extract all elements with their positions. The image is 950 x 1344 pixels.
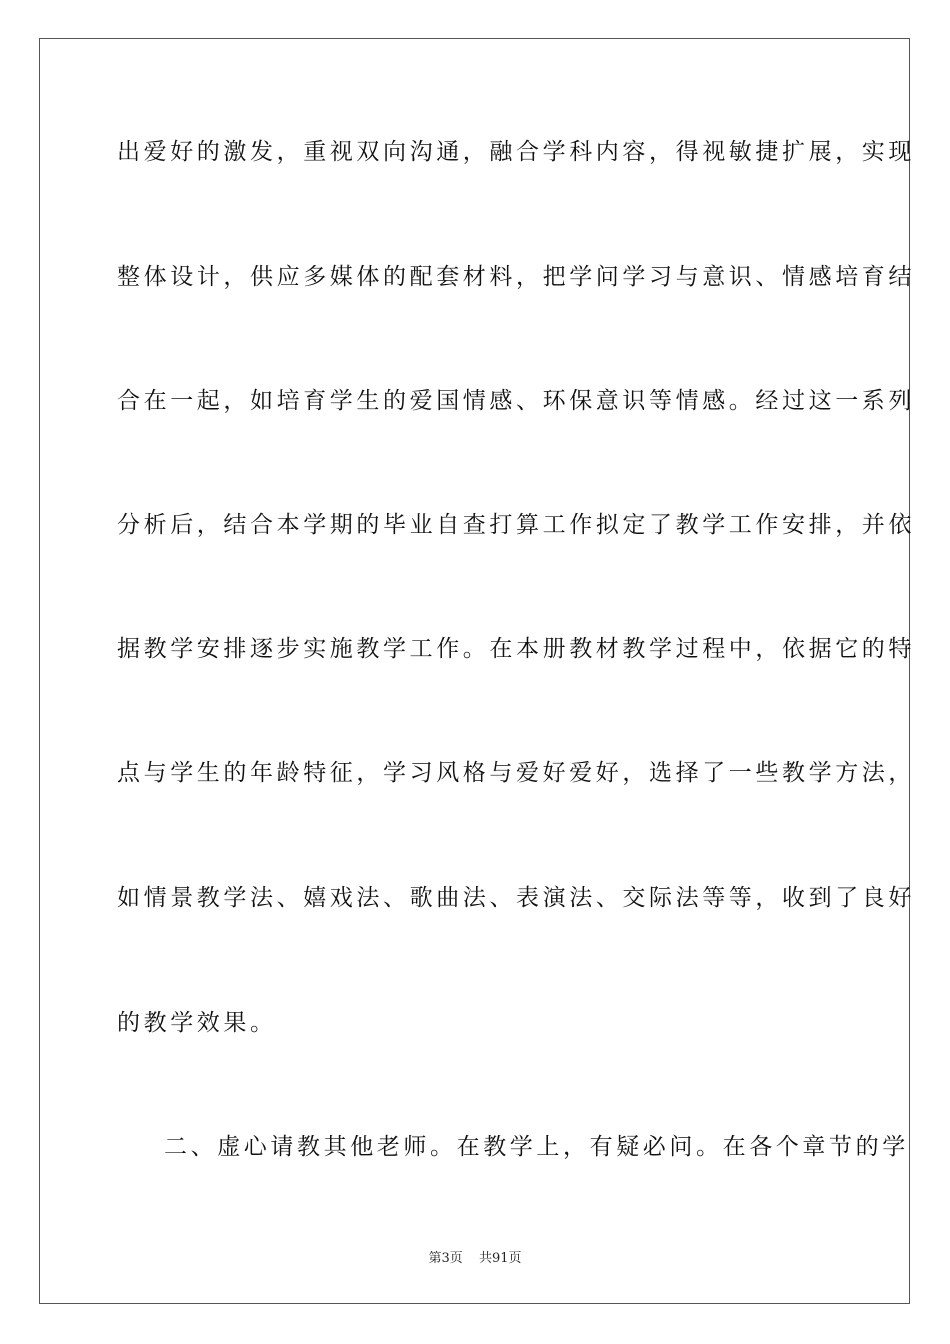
page-number: 第3页	[428, 1251, 463, 1266]
page-border	[39, 38, 910, 1304]
total-pages: 共91页	[478, 1251, 522, 1266]
text-line: 分析后，结合本学期的毕业自查打算工作拟定了教学工作安排，并依	[117, 512, 915, 538]
text-line: 的教学效果。	[117, 1010, 277, 1036]
page-footer	[0, 1247, 950, 1266]
text-line: 出爱好的激发，重视双向沟通，融合学科内容，得视敏捷扩展，实现	[117, 139, 915, 165]
text-line: 据教学安排逐步实施教学工作。在本册教材教学过程中，依据它的特	[117, 636, 915, 662]
text-line: 整体设计，供应多媒体的配套材料，把学问学习与意识、情感培育结	[117, 264, 915, 290]
text-line: 如情景教学法、嬉戏法、歌曲法、表演法、交际法等等，收到了良好	[117, 885, 915, 911]
paragraph-start-line: 二、虚心请教其他老师。在教学上，有疑必问。在各个章节的学	[164, 1134, 909, 1160]
text-line: 点与学生的年龄特征，学习风格与爱好爱好，选择了一些教学方法，	[117, 760, 915, 786]
text-line: 合在一起，如培育学生的爱国情感、环保意识等情感。经过这一系列	[117, 388, 915, 414]
